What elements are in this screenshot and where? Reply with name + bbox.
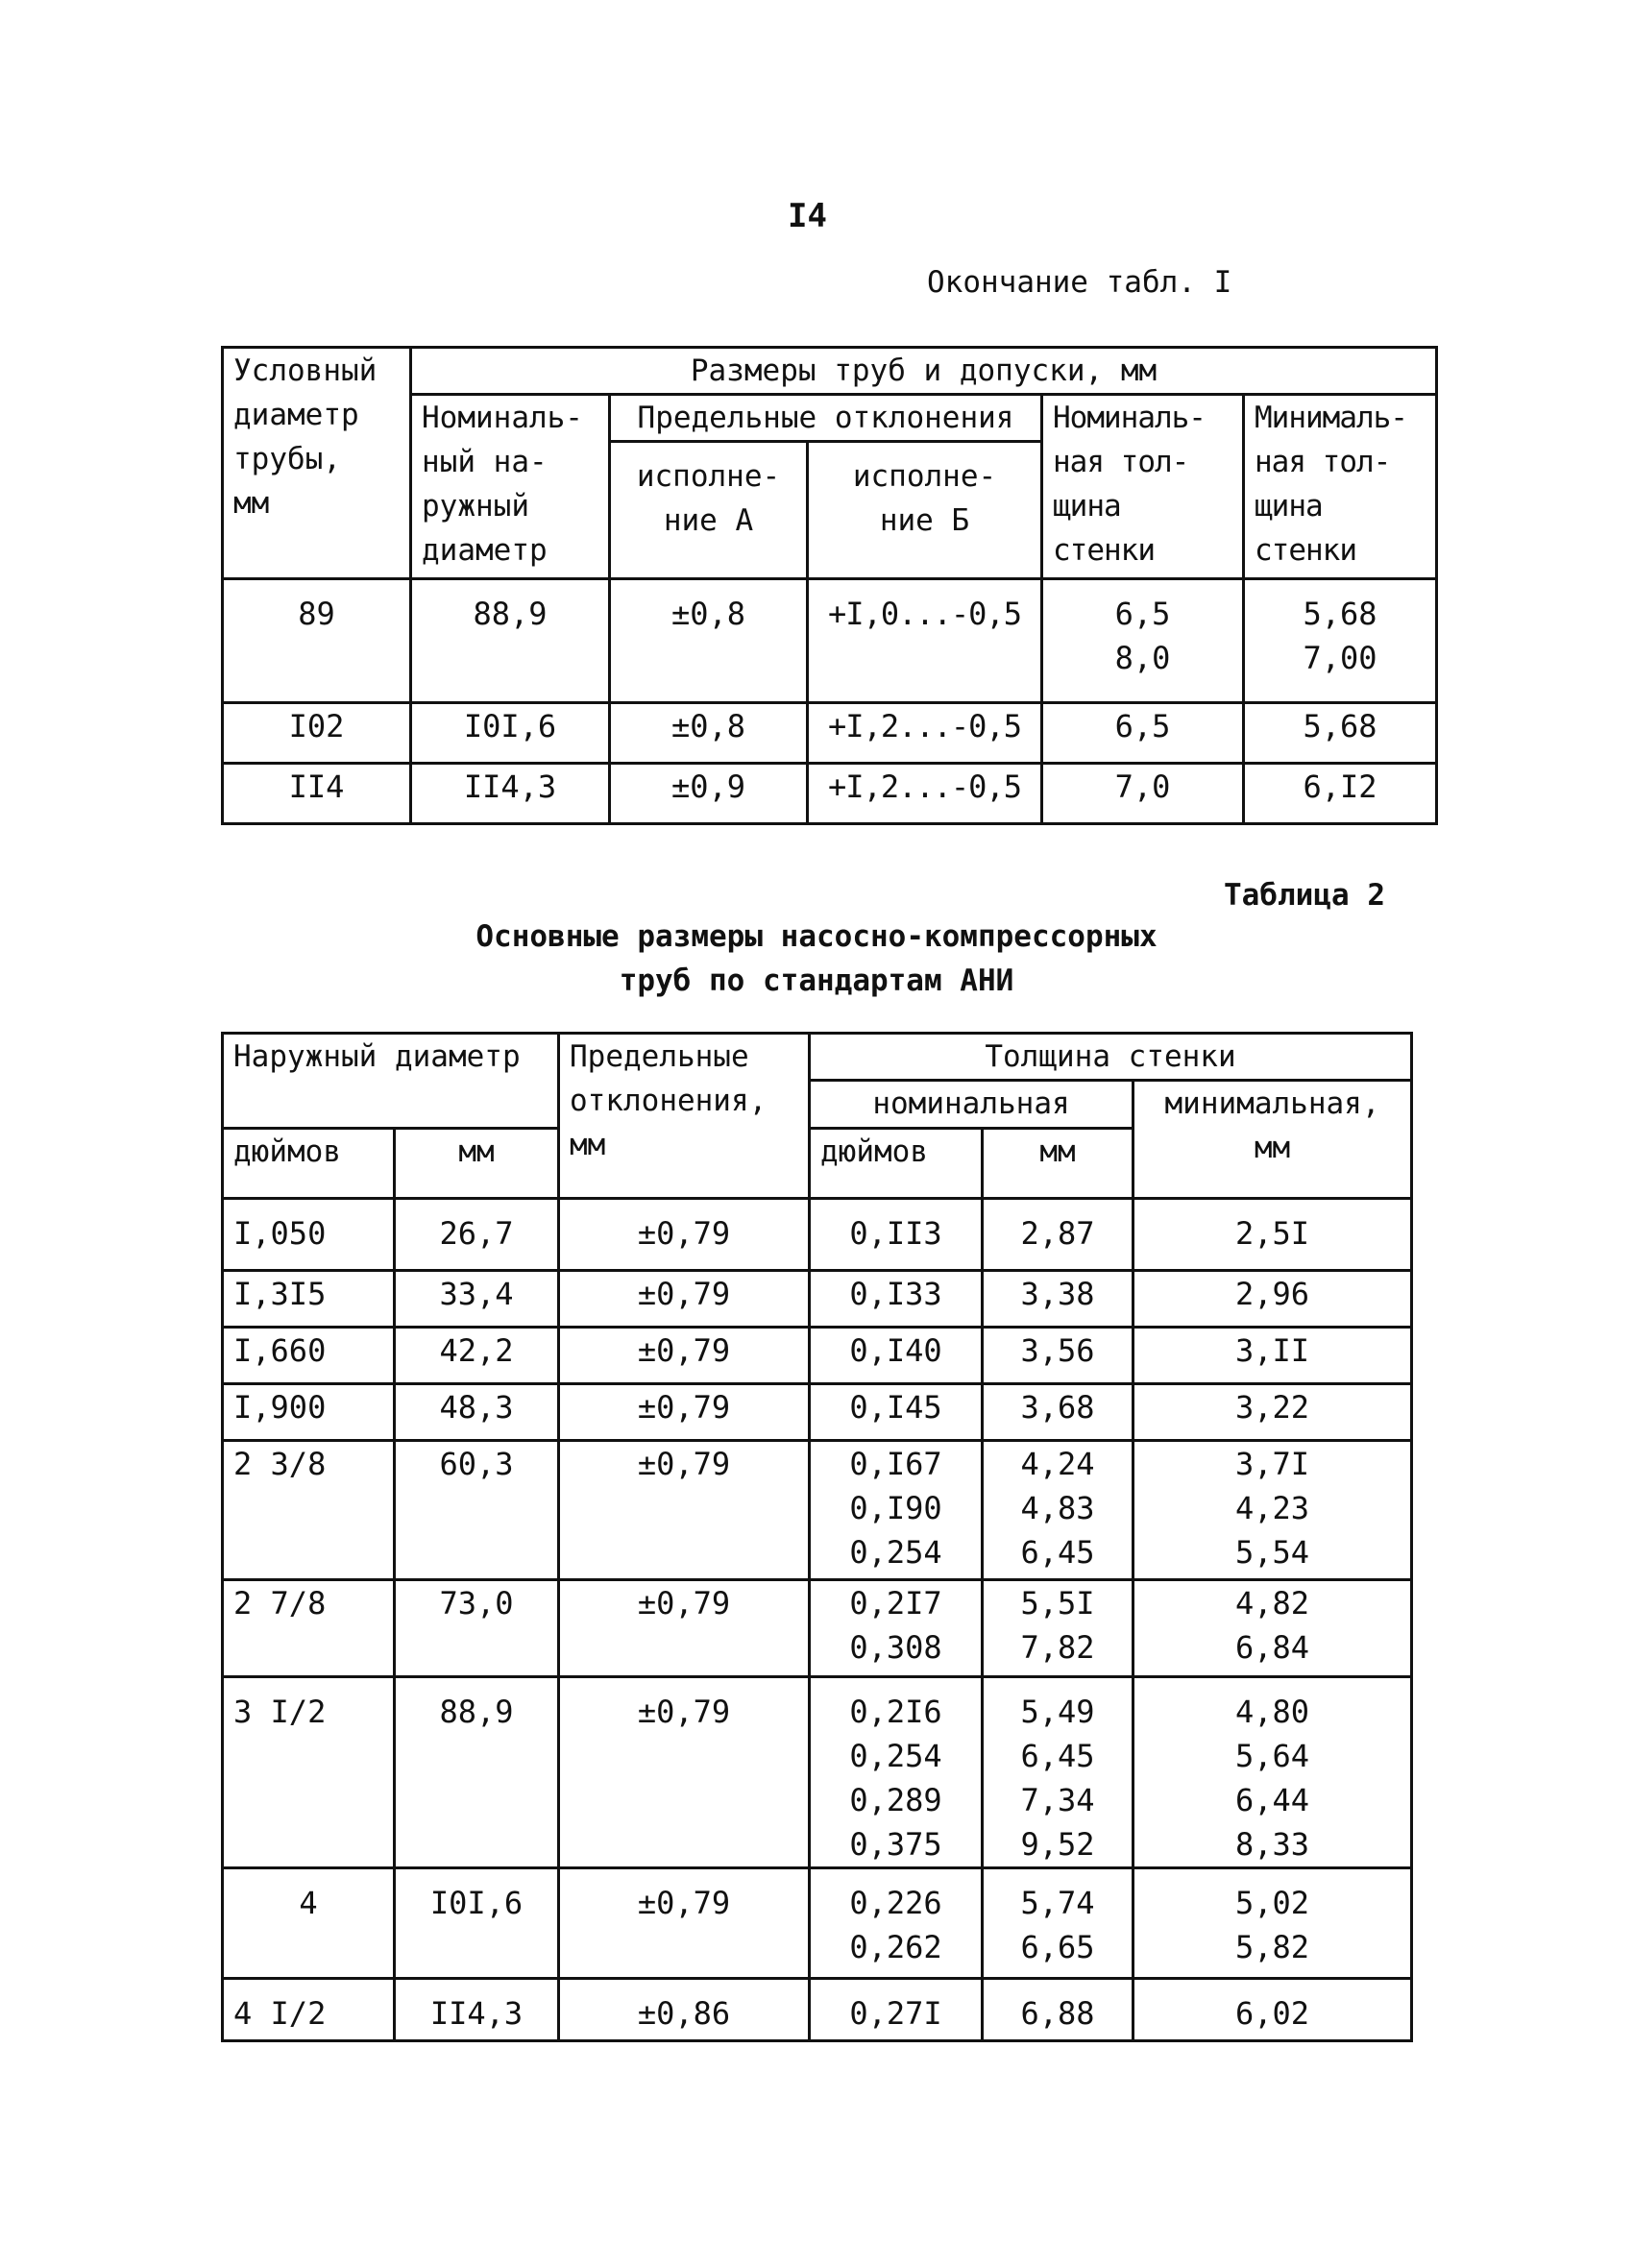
t1-header-nominal-wall: Номиналь- ная тол- щина стенки (1042, 395, 1244, 579)
t2-cell-wall-mm: 5,5I 7,82 (983, 1580, 1133, 1677)
t2-header-outer-diameter: Наружный диаметр (223, 1034, 559, 1129)
t2-cell-min: 4,82 6,84 (1133, 1580, 1412, 1677)
t2-cell-mm: 48,3 (395, 1384, 559, 1441)
t1-cell-nom: 7,0 (1042, 764, 1244, 824)
table-row (223, 1868, 1412, 1979)
table2-header-row1 (223, 1034, 1412, 1081)
t1-cell-nom: 6,5 8,0 (1042, 579, 1244, 703)
t2-cell-dev: ±0,79 (559, 1677, 810, 1868)
t2-cell-in: I,050 (223, 1199, 395, 1271)
table-row (223, 1677, 1412, 1868)
t2-header-minimal: минимальная, мм (1133, 1081, 1412, 1199)
t2-cell-mm: 60,3 (395, 1441, 559, 1580)
t2-cell-in: 4 I/2 (223, 1979, 395, 2041)
t2-cell-min: 3,II (1133, 1328, 1412, 1384)
t2-cell-wall-in: 0,2I6 0,254 0,289 0,375 (810, 1677, 983, 1868)
t2-header-mm: мм (395, 1129, 559, 1199)
t1-cell-d: I02 (223, 703, 411, 764)
t2-cell-dev: ±0,79 (559, 1271, 810, 1328)
t1-cell-b: +I,0...-0,5 (808, 579, 1042, 703)
t2-cell-dev: ±0,79 (559, 1384, 810, 1441)
t2-cell-min: 6,02 (1133, 1979, 1412, 2041)
t2-cell-in: 2 7/8 (223, 1580, 395, 1677)
t2-cell-wall-mm: 2,87 (983, 1199, 1133, 1271)
t2-cell-dev: ±0,86 (559, 1979, 810, 2041)
table-row (223, 703, 1437, 764)
t2-cell-dev: ±0,79 (559, 1580, 810, 1677)
table-row (223, 764, 1437, 824)
table-row (223, 1979, 1412, 2041)
table-row (223, 1384, 1412, 1441)
t2-cell-dev: ±0,79 (559, 1199, 810, 1271)
t1-cell-a: ±0,8 (610, 579, 808, 703)
t1-header-exec-b: исполне- ние Б (808, 442, 1042, 579)
t2-cell-min: 5,02 5,82 (1133, 1868, 1412, 1979)
t2-header-nom-mm: мм (983, 1129, 1133, 1199)
t2-cell-wall-in: 0,226 0,262 (810, 1868, 983, 1979)
t2-cell-mm: 88,9 (395, 1677, 559, 1868)
t2-cell-in: 3 I/2 (223, 1677, 395, 1868)
table-row (223, 1580, 1412, 1677)
t2-cell-wall-mm: 3,68 (983, 1384, 1133, 1441)
t2-cell-min: 4,80 5,64 6,44 8,33 (1133, 1677, 1412, 1868)
t1-header-exec-a: исполне- ние А (610, 442, 808, 579)
t1-cell-od: 88,9 (411, 579, 610, 703)
t2-cell-wall-in: 0,I40 (810, 1328, 983, 1384)
t1-header-nominal-outer: Номиналь- ный на- ружный диаметр (411, 395, 610, 579)
t1-cell-b: +I,2...-0,5 (808, 764, 1042, 824)
t2-cell-in: 2 3/8 (223, 1441, 395, 1580)
t2-cell-wall-in: 0,2I7 0,308 (810, 1580, 983, 1677)
t1-cell-min: 6,I2 (1244, 764, 1437, 824)
t2-cell-min: 2,5I (1133, 1199, 1412, 1271)
t1-cell-nom: 6,5 (1042, 703, 1244, 764)
t2-cell-wall-in: 0,II3 (810, 1199, 983, 1271)
t2-cell-min: 2,96 (1133, 1271, 1412, 1328)
t2-cell-min: 3,22 (1133, 1384, 1412, 1441)
t1-header-group: Размеры труб и допуски, мм (411, 348, 1437, 395)
t2-cell-in: I,3I5 (223, 1271, 395, 1328)
t2-cell-dev: ±0,79 (559, 1328, 810, 1384)
t2-cell-wall-in: 0,I33 (810, 1271, 983, 1328)
t1-header-deviations: Предельные отклонения (610, 395, 1042, 442)
table2-label: Таблица 2 (1224, 878, 1385, 913)
t2-cell-mm: I0I,6 (395, 1868, 559, 1979)
t2-header-nom-inches: дюймов (810, 1129, 983, 1199)
t2-cell-mm: II4,3 (395, 1979, 559, 2041)
t2-header-wall: Толщина стенки (810, 1034, 1412, 1081)
t1-cell-a: ±0,9 (610, 764, 808, 824)
t2-cell-wall-in: 0,I45 (810, 1384, 983, 1441)
t2-cell-mm: 33,4 (395, 1271, 559, 1328)
t2-cell-mm: 73,0 (395, 1580, 559, 1677)
t2-cell-dev: ±0,79 (559, 1441, 810, 1580)
t1-cell-min: 5,68 (1244, 703, 1437, 764)
t1-header-conditional-diameter: Условный диаметр трубы, мм (223, 348, 411, 579)
t2-cell-wall-mm: 4,24 4,83 6,45 (983, 1441, 1133, 1580)
t2-cell-in: 4 (223, 1868, 395, 1979)
table1 (221, 346, 1438, 825)
t2-cell-in: I,900 (223, 1384, 395, 1441)
t1-cell-od: I0I,6 (411, 703, 610, 764)
t1-cell-min: 5,68 7,00 (1244, 579, 1437, 703)
table2 (221, 1032, 1413, 2042)
t2-cell-in: I,660 (223, 1328, 395, 1384)
t1-cell-d: II4 (223, 764, 411, 824)
table-row (223, 1328, 1412, 1384)
t2-header-deviations: Предельные отклонения, мм (559, 1034, 810, 1199)
table-row (223, 1271, 1412, 1328)
table-row (223, 579, 1437, 703)
table1-caption: Окончание табл. I (927, 265, 1232, 300)
t2-cell-wall-mm: 6,88 (983, 1979, 1133, 2041)
t2-cell-mm: 26,7 (395, 1199, 559, 1271)
table1-header-row1 (223, 348, 1437, 395)
t1-cell-d: 89 (223, 579, 411, 703)
t2-cell-min: 3,7I 4,23 5,54 (1133, 1441, 1412, 1580)
t2-cell-wall-mm: 3,38 (983, 1271, 1133, 1328)
table-row (223, 1441, 1412, 1580)
t1-cell-b: +I,2...-0,5 (808, 703, 1042, 764)
page-number: I4 (788, 197, 827, 235)
t2-cell-wall-in: 0,27I (810, 1979, 983, 2041)
t2-cell-mm: 42,2 (395, 1328, 559, 1384)
table-row (223, 1199, 1412, 1271)
t1-cell-a: ±0,8 (610, 703, 808, 764)
t2-header-inches: дюймов (223, 1129, 395, 1199)
table2-title: Основные размеры насосно-компрессорных труб по стандартам АНИ (475, 919, 1158, 998)
t2-cell-wall-mm: 5,74 6,65 (983, 1868, 1133, 1979)
t1-header-min-wall: Минималь- ная тол- щина стенки (1244, 395, 1437, 579)
t1-cell-od: II4,3 (411, 764, 610, 824)
t2-cell-wall-mm: 3,56 (983, 1328, 1133, 1384)
t2-header-nominal: номинальная (810, 1081, 1133, 1129)
t2-cell-wall-in: 0,I67 0,I90 0,254 (810, 1441, 983, 1580)
t2-cell-wall-mm: 5,49 6,45 7,34 9,52 (983, 1677, 1133, 1868)
t2-cell-dev: ±0,79 (559, 1868, 810, 1979)
